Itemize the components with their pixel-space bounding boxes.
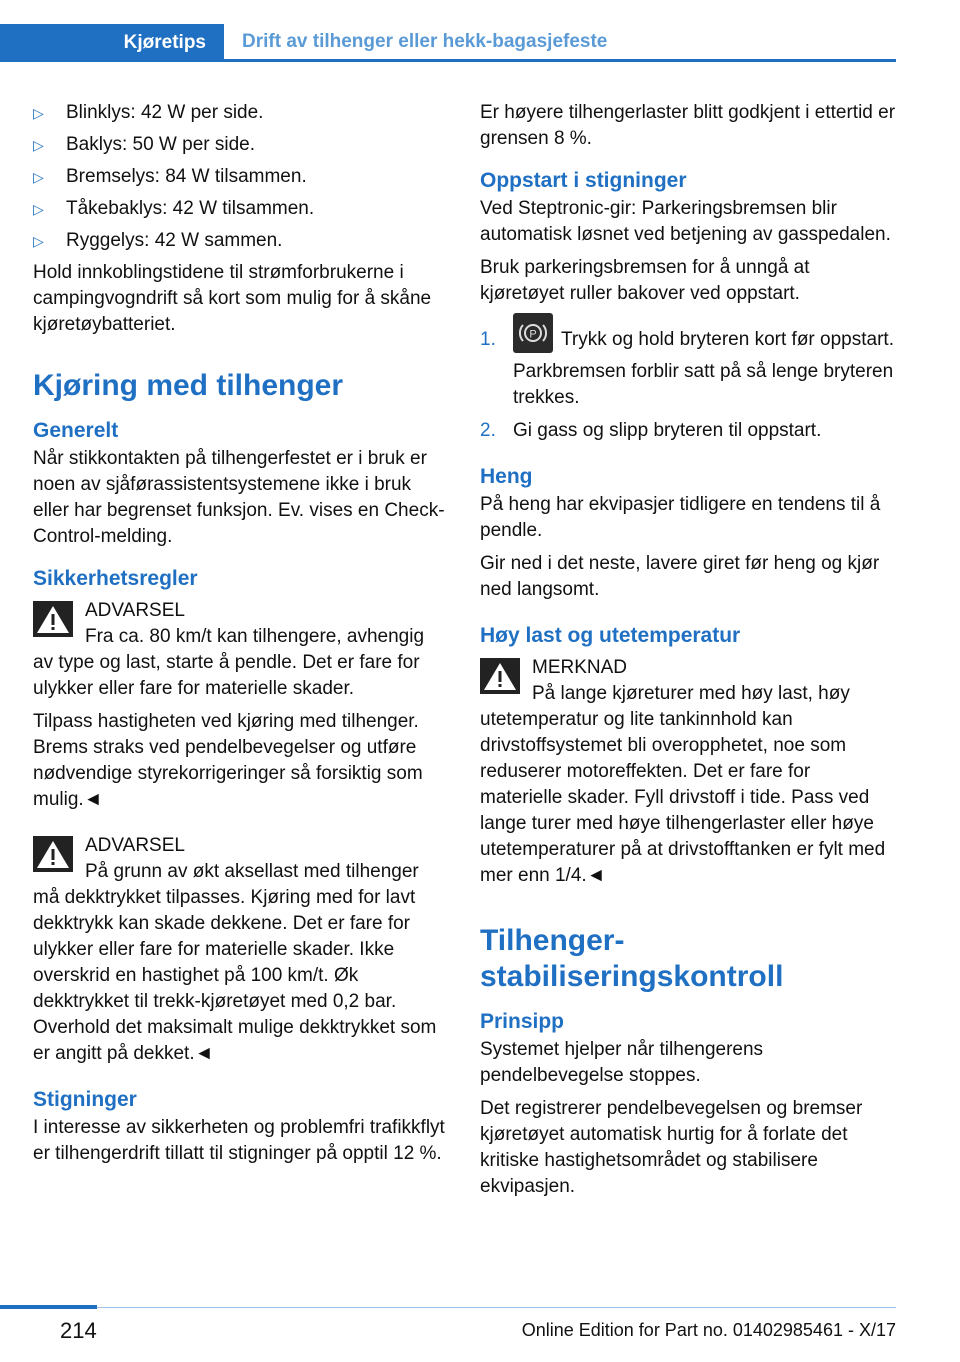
step-subtext: Parkbremsen forblir satt på så lenge bryteren trekkes. xyxy=(513,361,894,409)
heading-stigninger: Stigninger xyxy=(33,1088,137,1111)
heading-kjoring: Kjøring med tilhenger xyxy=(33,369,344,402)
footer-divider xyxy=(97,1307,896,1308)
heading-generelt: Generelt xyxy=(33,419,119,442)
list-item: ▷ Ryggelys: 42 W sammen. xyxy=(33,228,449,254)
heading-heng: Heng xyxy=(480,465,533,489)
triangle-right-icon: ▷ xyxy=(33,137,44,153)
list-item: ▷ Tåkebaklys: 42 W tilsammen. xyxy=(33,196,449,222)
list-item: ▷ Blinklys: 42 W per side. xyxy=(33,100,449,126)
steps-list xyxy=(480,327,896,444)
triangle-right-icon: ▷ xyxy=(33,169,44,185)
warning-block xyxy=(33,598,449,702)
footer-accent-bar xyxy=(0,1305,97,1309)
stigninger-paragraph: I interesse av sikkerheten og problemfri trafikkflyt er tilhengerdrift tillatt til stigninger på opptil 12 %. xyxy=(33,1117,445,1164)
step-number: 1. xyxy=(480,329,496,350)
bulb-list xyxy=(33,100,449,254)
left-column xyxy=(33,100,449,1174)
step-number: 2. xyxy=(480,420,496,442)
warning-text-cont: Tilpass hastigheten ved kjøring med tilhenger. Brems straks ved pendelbevegelser og utføre nødvendige styrekorrigeringer så forsiktig som mulig.◄ xyxy=(33,711,423,810)
heading-sikkerhetsregler: Sikkerhetsregler xyxy=(33,567,198,590)
heading-oppstart: Oppstart i stigninger xyxy=(480,169,687,192)
warning-title: ADVARSEL xyxy=(85,835,185,856)
top-paragraph: Er høyere tilhengerlaster blitt godkjent i ettertid er grensen 8 %. xyxy=(480,102,896,149)
list-item: ▷ Bremselys: 84 W tilsammen. xyxy=(33,164,449,190)
warning-block xyxy=(33,833,449,1067)
warning-triangle-icon xyxy=(480,658,520,694)
generelt-paragraph: Når stikkontakten på tilhengerfestet er i bruk er noen av sjåførassistentsystemene ikke i bruk eller har begrenset funksjon. Ev. vises en Check-Control-melding. xyxy=(33,448,445,547)
note-text: På lange kjøreturer med høy last, høy utetemperatur og lite tankinnhold kan drivstoffsystemet bli overopphetet, noe som reduserer motoreffekten. Det er fare for materielle skader. Fyll drivstoff i tide. Pass ved lange turer med høye tilhengerlaster eller høye utetemperaturer på at drivstofftanken er fylt med mer enn 1/4.◄ xyxy=(480,683,886,887)
oppstart-paragraph: Bruk parkeringsbremsen for å unngå at kjøretøyet ruller bakover ved oppstart. xyxy=(480,257,810,304)
warning-title: ADVARSEL xyxy=(85,600,185,621)
intro-paragraph: Hold innkoblingstidene til strømforbrukerne i campingvogndrift så kort som mulig for å skåne kjøretøybatteriet. xyxy=(33,262,432,335)
prinsipp-paragraph: Systemet hjelper når tilhengerens pendelbevegelse stoppes. xyxy=(480,1039,764,1087)
heading-hoy-last: Høy last og utetemperatur xyxy=(480,624,741,648)
page-number: 214 xyxy=(60,1318,97,1343)
triangle-right-icon: ▷ xyxy=(33,233,44,249)
warning-triangle-icon xyxy=(33,601,73,637)
prinsipp-paragraph: Det registrerer pendelbevegelsen og bremser kjøretøyet automatisk hurtig for å forlate det kritiske hastighetsområdet og stabilisere ekvipasjen. xyxy=(480,1098,863,1198)
heng-paragraph: På heng har ekvipasjer tidligere en tendens til å pendle. xyxy=(480,494,881,542)
warning-text: Fra ca. 80 km/t kan tilhengere, avhengig av type og last, starte å pendle. Det er fare for ulykker eller fare for materielle skader. xyxy=(33,626,425,699)
right-column xyxy=(480,100,896,1207)
triangle-right-icon: ▷ xyxy=(33,105,44,121)
heading-prinsipp: Prinsipp xyxy=(480,1010,565,1034)
step-text: Trykk og hold bryteren kort før oppstart. xyxy=(561,329,894,351)
list-item xyxy=(480,327,896,411)
heading-tilhenger-stabilisering: Tilhenger-stabiliseringskontroll xyxy=(480,924,784,994)
heng-paragraph: Gir ned i det neste, lavere giret før heng og kjør ned langsomt. xyxy=(480,553,880,601)
warning-triangle-icon xyxy=(33,836,73,872)
list-item xyxy=(480,418,896,444)
triangle-right-icon: ▷ xyxy=(33,201,44,217)
step-text: Gi gass og slipp bryteren til oppstart. xyxy=(513,420,822,442)
page-header xyxy=(0,24,896,62)
chapter-tab[interactable]: Kjøretips xyxy=(0,24,224,62)
warning-text: På grunn av økt aksellast med tilhenger må dekktrykket tilpasses. Kjøring med for lavt dekktrykk kan skade dekkene. Det er fare for ulykker eller fare for materielle skader. Ikke overskrid en hastighet på 100 km/t. Øk dekktrykket til trekk-kjøretøyet med 0,2 bar. Overhold det maksimalt mulige dekktrykket som er angitt på dekket.◄ xyxy=(33,861,437,1064)
edition-note: Online Edition for Part no. 01402985461 - X/17 xyxy=(521,1320,896,1340)
list-item: ▷ Baklys: 50 W per side. xyxy=(33,132,449,158)
note-block xyxy=(480,655,896,889)
svg-text:P: P xyxy=(529,328,537,341)
oppstart-paragraph: Ved Steptronic-gir: Parkeringsbremsen blir automatisk løsnet ved betjening av gasspedalen. xyxy=(480,198,891,245)
section-tab[interactable]: Drift av tilhenger eller hekk-bagasjefeste xyxy=(224,24,896,62)
note-title: MERKNAD xyxy=(532,657,628,679)
parking-brake-icon xyxy=(513,313,553,353)
